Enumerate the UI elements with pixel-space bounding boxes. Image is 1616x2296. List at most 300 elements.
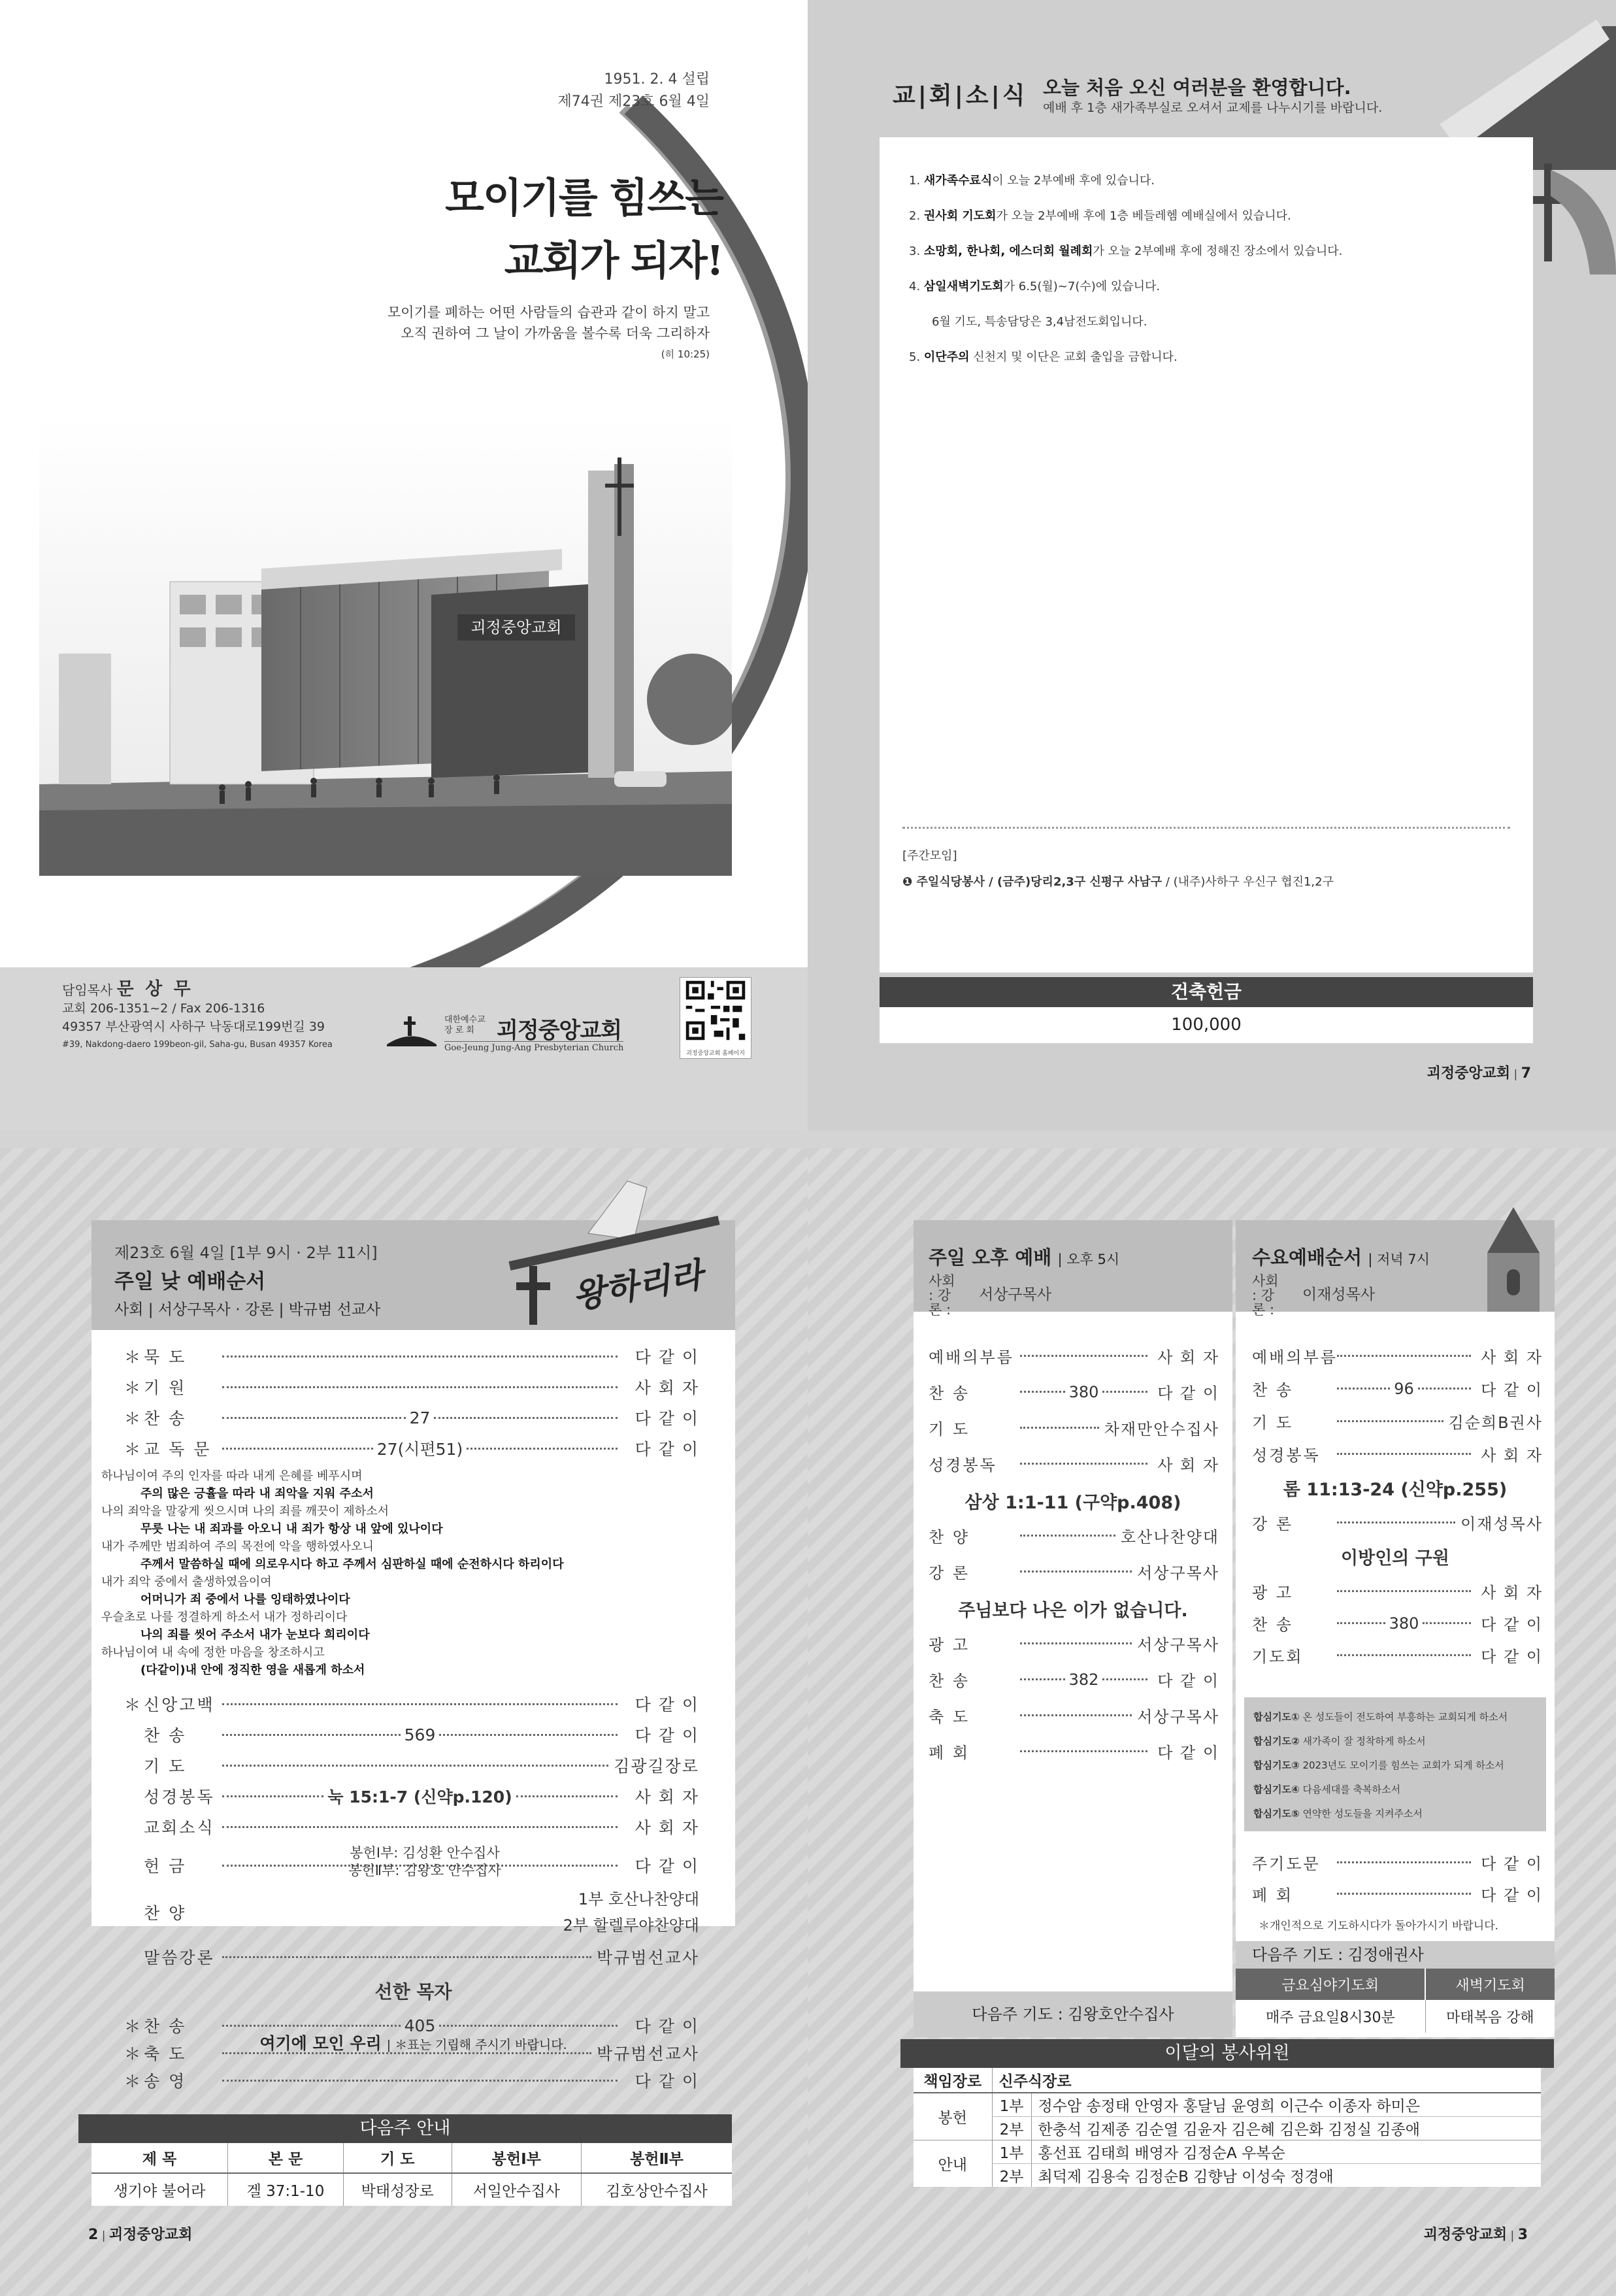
leader-dots bbox=[1020, 1571, 1132, 1572]
volunteer-part: 2부 bbox=[992, 2163, 1031, 2187]
volunteer-names: 한충석 김제종 김순열 김윤자 김은혜 김은화 김정실 김종애 bbox=[1031, 2116, 1541, 2140]
next-week-row bbox=[91, 2173, 732, 2206]
order-person: 다 같 이 bbox=[635, 1695, 699, 1714]
leader-dots bbox=[439, 1734, 618, 1736]
leader-dots bbox=[1423, 1622, 1471, 1624]
prayer-topics-box bbox=[1244, 1697, 1546, 1831]
verse-line-1: 모이기를 폐하는 어떤 사람들의 습관과 같이 하지 말고 bbox=[387, 305, 710, 320]
welcome-message: 오늘 처음 오신 여러분을 환영합니다. bbox=[1043, 76, 1351, 99]
order-label: 예배의부름 bbox=[929, 1348, 1014, 1367]
volunteer-group: 안내 bbox=[938, 2156, 967, 2174]
leader-dots bbox=[1020, 1391, 1065, 1393]
verse-reference: (히 10:25) bbox=[661, 348, 710, 360]
building-fund-label: 건축헌금 bbox=[880, 977, 1533, 1007]
order-item bbox=[124, 1945, 699, 1969]
next-week-cell: 겔 37:1-10 bbox=[228, 2173, 344, 2206]
order-person: 다 같 이 bbox=[1481, 1381, 1543, 1399]
order-label: 교 독 문 bbox=[144, 1440, 212, 1459]
order-label: 강 론 bbox=[1252, 1515, 1293, 1533]
prayer-topic: 합심기도⑤ 연약한 성도들을 지켜주소서 bbox=[1253, 1808, 1423, 1820]
order-label: 기 도 bbox=[144, 1757, 187, 1776]
offering-1: 봉헌Ⅰ부: 김성환 안수집사 bbox=[350, 1845, 500, 1861]
order-item bbox=[124, 2041, 699, 2065]
responsive-reading-congregation: 나의 죄를 씻어 주소서 내가 눈보다 희리이다 bbox=[140, 1628, 370, 1642]
volunteers-table bbox=[914, 2068, 1541, 2187]
order-detail: 569 bbox=[404, 1725, 436, 1744]
order-item bbox=[1252, 1644, 1543, 1667]
dawn-value: 마태복음 강해 bbox=[1425, 2000, 1555, 2033]
banner-script: 왕하리라 bbox=[569, 1254, 706, 1317]
weekly-meetings bbox=[902, 843, 1334, 895]
order-person: 박규범선교사 bbox=[597, 1948, 699, 1967]
order-label: 광 고 bbox=[929, 1636, 970, 1654]
volunteer-part: 2부 bbox=[992, 2116, 1031, 2140]
responsive-reading-leader: 하나님이여 내 속에 정한 마음을 창조하시고 bbox=[101, 1646, 325, 1659]
leader-dots bbox=[222, 1734, 401, 1736]
logo-denomination-2: 장 로 회 bbox=[444, 1025, 474, 1035]
news-section-title: 교|회|소|식 bbox=[893, 82, 1028, 109]
col-text: 본 문 bbox=[228, 2143, 344, 2173]
order-label: 찬 송 bbox=[929, 1672, 970, 1690]
order-person: 다 같 이 bbox=[635, 2017, 699, 2036]
news-item: 4. 삼일새벽기도회가 6.5(월)~7(수)에 있습니다. bbox=[909, 280, 1161, 293]
next-week-cell: 생기야 불어라 bbox=[113, 2183, 206, 2200]
morning-title: 주일 낮 예배순서 bbox=[114, 1270, 266, 1293]
weekly-next-week: / (내주)사하구 우신구 협진1,2구 bbox=[1162, 875, 1334, 889]
order-label: 기 도 bbox=[1252, 1414, 1293, 1432]
order-item bbox=[1252, 1511, 1543, 1534]
order-label: 축 도 bbox=[929, 1708, 970, 1726]
volunteer-part: 1부 bbox=[992, 2093, 1031, 2116]
order-item bbox=[1252, 1344, 1543, 1367]
order-item bbox=[124, 1815, 699, 1838]
volunteer-names: 최덕제 김용숙 김정순B 김향남 이성숙 정경애 bbox=[1031, 2163, 1541, 2187]
order-person: 사 회 자 bbox=[1157, 1348, 1219, 1367]
order-label: 축 도 bbox=[144, 2044, 187, 2063]
order-detail: 405 bbox=[404, 2016, 436, 2035]
wednesday-title-line bbox=[1252, 1243, 1430, 1270]
order-person: 다 같 이 bbox=[635, 1857, 699, 1876]
news-item: 2. 권사회 기도회가 오늘 2부예배 후에 1층 베들레헴 예배실에서 있습니다. bbox=[909, 209, 1291, 223]
order-person: 다 같 이 bbox=[635, 1440, 699, 1459]
leader-dots bbox=[434, 1417, 618, 1419]
order-label: 성경봉독 bbox=[1252, 1446, 1321, 1465]
weekly-label: [주간모임] bbox=[902, 849, 957, 863]
order-label: 예배의부름 bbox=[1252, 1348, 1338, 1367]
next-week-table bbox=[91, 2143, 732, 2206]
order-detail: 27(시편51) bbox=[376, 1440, 463, 1459]
order-detail: 96 bbox=[1394, 1379, 1414, 1398]
afternoon-time: | 오후 5시 bbox=[1057, 1252, 1120, 1267]
order-label: 헌 금 bbox=[144, 1857, 187, 1876]
head-value: 신주식장로 bbox=[992, 2068, 1541, 2093]
wednesday-sermon: 이방인의 구원 bbox=[1341, 1548, 1449, 1569]
afternoon-next-prayer: 다음주 기도 : 김왕호안수집사 bbox=[914, 1991, 1232, 2037]
order-person: 다 같 이 bbox=[1481, 1886, 1543, 1905]
volunteer-row bbox=[914, 2140, 1541, 2163]
order-item bbox=[929, 1380, 1219, 1403]
col-offering-2: 봉헌Ⅱ부 bbox=[581, 2143, 732, 2173]
order-item bbox=[124, 1754, 699, 1777]
order-label: 찬 송 bbox=[929, 1384, 970, 1403]
leader-dots bbox=[1102, 1678, 1147, 1680]
footer-bold: 여기에 모인 우리 bbox=[259, 2034, 382, 2053]
next-week-cell: 박태성장로 bbox=[343, 2173, 452, 2206]
volunteers-head-row bbox=[914, 2068, 1541, 2093]
order-item bbox=[124, 1723, 699, 1746]
responsive-reading-congregation: 어머니가 죄 중에서 나를 잉태하였나이다 bbox=[140, 1593, 350, 1606]
offering-2: 봉헌Ⅱ부: 김왕호 안수집사 bbox=[348, 1863, 501, 1878]
order-item bbox=[929, 1668, 1219, 1691]
afternoon-title-line bbox=[929, 1243, 1119, 1270]
responsive-reading-leader: 하나님이여 주의 인자를 따라 내게 은혜를 베푸시며 bbox=[101, 1469, 363, 1483]
order-person: 사 회 자 bbox=[635, 1378, 699, 1397]
pastor-name: 문 상 무 bbox=[116, 979, 193, 999]
news-box bbox=[880, 137, 1533, 973]
choir-1: 1부 호산나찬양대 bbox=[578, 1890, 699, 1908]
order-item bbox=[1252, 1612, 1543, 1635]
order-person: 사 회 자 bbox=[1157, 1456, 1219, 1474]
responsive-reading-congregation: 무릇 나는 내 죄과를 아오니 내 죄가 항상 내 앞에 있나이다 bbox=[140, 1522, 443, 1536]
leader-dots bbox=[1020, 1463, 1147, 1465]
leader-dots bbox=[1418, 1388, 1471, 1389]
order-item bbox=[929, 1704, 1219, 1727]
order-label: 송 영 bbox=[144, 2072, 187, 2091]
choir-2: 2부 할렐루야찬양대 bbox=[563, 1916, 699, 1935]
responsive-reading-leader: 우슬초로 나를 정결하게 하소서 내가 정하리이다 bbox=[101, 1610, 348, 1624]
leader-dots bbox=[1337, 1420, 1443, 1422]
headline-line-2: 교회가 되자! bbox=[504, 237, 723, 284]
col-offering-1: 봉헌Ⅰ부 bbox=[452, 2143, 581, 2173]
leader-dots bbox=[222, 1795, 323, 1797]
leader-dots bbox=[516, 1795, 618, 1797]
prayer-topic: 합심기도④ 다음세대를 축복하소서 bbox=[1253, 1784, 1401, 1795]
verse-line-2: 오직 권하여 그 날이 가까움을 볼수록 더욱 그리하자 bbox=[401, 325, 710, 341]
standing-mark: ＊ bbox=[124, 1409, 141, 1428]
order-detail: 380 bbox=[1068, 1382, 1099, 1401]
order-label: 찬 송 bbox=[144, 1409, 187, 1428]
issue-meta bbox=[558, 69, 710, 113]
headline-line-1: 모이기를 힘쓰는 bbox=[445, 174, 723, 222]
head-label: 책임장로 bbox=[923, 2073, 982, 2090]
order-item bbox=[124, 1692, 699, 1716]
welcome-sub: 예배 후 1층 새가족부실로 오셔서 교제를 나누시기를 바랍니다. bbox=[1043, 101, 1383, 115]
wednesday-next-prayer: 다음주 기도 : 김정애권사 bbox=[1236, 1941, 1555, 1969]
order-person: 김광길장로 bbox=[614, 1757, 699, 1776]
leader-dots bbox=[1337, 1388, 1390, 1389]
order-item bbox=[1252, 1580, 1543, 1603]
friday-value: 매주 금요일8시30분 bbox=[1266, 2009, 1395, 2026]
news-item: 3. 소망회, 한나회, 에스더회 월례회가 오늘 2부예배 후에 정해진 장소에서 있습니다. bbox=[909, 244, 1343, 258]
leader-dots bbox=[1020, 1750, 1147, 1752]
order-item bbox=[124, 1375, 699, 1399]
prayer-topic: 합심기도① 온 성도들이 전도하여 부흥하는 교회되게 하소서 bbox=[1253, 1711, 1508, 1723]
order-person: 사 회 자 bbox=[1481, 1446, 1543, 1465]
dawn-label: 새벽기도회 bbox=[1425, 1969, 1555, 2000]
order-label: 찬 송 bbox=[144, 1726, 187, 1745]
afternoon-title: 주일 오후 예배 bbox=[929, 1246, 1052, 1269]
order-person: 사 회 자 bbox=[1481, 1348, 1543, 1367]
leader-dots bbox=[222, 1386, 618, 1388]
logo-church-name: 괴정중앙교회 bbox=[497, 1018, 622, 1044]
order-label: 찬 송 bbox=[1252, 1381, 1293, 1399]
wednesday-title: 수요예배순서 bbox=[1252, 1246, 1362, 1269]
friday-label: 금요심야기도회 bbox=[1281, 1977, 1379, 1994]
church-logo-icon bbox=[386, 1015, 438, 1048]
leader-dots bbox=[222, 2025, 401, 2027]
news-item: 1. 새가족수료식이 오늘 2부예배 후에 있습니다. bbox=[909, 174, 1155, 188]
next-week-cell: 서일안수집사 bbox=[452, 2173, 581, 2206]
building-fund-value: 100,000 bbox=[880, 1007, 1533, 1043]
order-person: 다 같 이 bbox=[1157, 1672, 1219, 1690]
responsive-reading-congregation: 주의 많은 긍휼을 따라 내 죄악을 지워 주소서 bbox=[140, 1487, 374, 1501]
order-person: 다 같 이 bbox=[1481, 1648, 1543, 1666]
founded-date: 1951. 2. 4 설립 bbox=[604, 71, 710, 88]
order-item bbox=[929, 1344, 1219, 1367]
volunteer-row bbox=[914, 2093, 1541, 2116]
logo-denomination-1: 대한예수교 bbox=[444, 1015, 486, 1025]
order-label: 광 고 bbox=[1252, 1584, 1293, 1602]
leader-dots bbox=[1020, 1427, 1099, 1429]
qr-caption: 괴정중앙교회 홈페이지 bbox=[686, 1050, 745, 1057]
order-item bbox=[929, 1524, 1219, 1547]
col-title: 제 목 bbox=[91, 2143, 228, 2173]
afternoon-panel bbox=[914, 1220, 1232, 2037]
order-label: 폐 회 bbox=[929, 1744, 970, 1762]
leader-dots bbox=[222, 1765, 608, 1767]
church-logo bbox=[386, 1010, 660, 1056]
prayer-topics-list bbox=[1244, 1697, 1546, 1834]
order-person: 김순희B권사 bbox=[1448, 1414, 1543, 1432]
col-prayer: 기 도 bbox=[343, 2143, 452, 2173]
standing-mark: ＊ bbox=[124, 1695, 141, 1714]
afternoon-leader: 서상구목사 bbox=[979, 1286, 1052, 1303]
order-label: 성경봉독 bbox=[929, 1456, 997, 1474]
order-person: 다 같 이 bbox=[1481, 1616, 1543, 1634]
wednesday-leader-label: 사회 : 강론 : bbox=[1252, 1273, 1279, 1318]
page-number: 2 bbox=[88, 2227, 99, 2243]
order-person: 박규범선교사 bbox=[597, 2044, 699, 2063]
order-item bbox=[1252, 1377, 1543, 1400]
issue-number: 제74권 제23호 6월 4일 bbox=[557, 93, 710, 110]
order-item bbox=[1252, 1410, 1543, 1433]
next-week-header-row bbox=[91, 2143, 732, 2173]
page-3 bbox=[808, 1148, 1616, 2296]
order-person: 다 같 이 bbox=[1157, 1384, 1219, 1403]
afternoon-scripture: 삼상 1:1-11 (구약p.408) bbox=[965, 1493, 1181, 1513]
church-address-en: #39, Nakdong-daero 199beon-gil, Saha-gu, Busan 49357 Korea bbox=[62, 1040, 333, 1050]
volunteer-row bbox=[914, 2163, 1541, 2187]
order-label: 묵 도 bbox=[144, 1348, 187, 1367]
order-detail: 눅 15:1-7 (신약p.120) bbox=[327, 1788, 512, 1806]
leader-dots bbox=[467, 1448, 618, 1450]
footer-church-name: 괴정중앙교회 bbox=[1426, 1065, 1511, 1082]
next-week-cell: 김호상안수집사 bbox=[581, 2173, 732, 2206]
order-label: 기도회 bbox=[1252, 1648, 1304, 1666]
order-person: 사 회 자 bbox=[635, 1788, 699, 1806]
responsive-reading-leader: 내가 주께만 범죄하여 주의 목전에 악을 행하였사오니 bbox=[101, 1540, 374, 1554]
leader-dots bbox=[1337, 1893, 1471, 1895]
order-label: 교회소식 bbox=[144, 1818, 215, 1837]
leader-dots bbox=[1020, 1535, 1115, 1537]
responsive-reading-leader: 내가 죄악 중에서 출생하였음이여 bbox=[101, 1575, 272, 1589]
responsive-reading-leader: 나의 죄악을 말갛게 씻으시며 나의 죄를 깨끗이 제하소서 bbox=[101, 1505, 389, 1518]
order-label: 말씀강론 bbox=[144, 1948, 215, 1967]
page-footer-7: 괴정중앙교회 | 7 bbox=[1426, 1065, 1531, 1082]
afternoon-sermon: 주님보다 나은 이가 없습니다. bbox=[958, 1601, 1188, 1621]
leader-dots bbox=[222, 1356, 618, 1357]
order-label: 신앙고백 bbox=[144, 1695, 215, 1714]
church-building-image bbox=[39, 418, 732, 876]
order-item bbox=[124, 1344, 699, 1368]
homepage-qr-code[interactable] bbox=[680, 977, 751, 1059]
order-person: 서상구목사 bbox=[1137, 1636, 1219, 1654]
order-person: 다 같 이 bbox=[635, 1348, 699, 1367]
order-person: 다 같 이 bbox=[635, 1726, 699, 1745]
order-item bbox=[1252, 1851, 1543, 1874]
order-item bbox=[124, 1784, 699, 1808]
order-item bbox=[124, 2069, 699, 2092]
order-item bbox=[124, 2014, 699, 2037]
praying-hands-image bbox=[470, 1168, 732, 1325]
order-detail: 382 bbox=[1068, 1670, 1099, 1689]
order-label: 찬 송 bbox=[144, 2017, 187, 2036]
standing-mark: ＊ bbox=[124, 1348, 141, 1367]
meetings-row bbox=[1236, 2000, 1555, 2033]
leader-dots bbox=[1020, 1714, 1132, 1716]
leader-dots bbox=[439, 2025, 618, 2027]
order-label: 찬 송 bbox=[1252, 1616, 1293, 1634]
order-detail: 27 bbox=[409, 1408, 431, 1427]
afternoon-leader-label: 사회 : 강론 : bbox=[929, 1273, 955, 1318]
order-person: 다 같 이 bbox=[635, 1409, 699, 1428]
leader-dots bbox=[222, 1956, 591, 1958]
wednesday-leader: 이재성목사 bbox=[1302, 1286, 1376, 1303]
leader-dots bbox=[1337, 1590, 1471, 1592]
sermon-title: 선한 목자 bbox=[374, 1981, 452, 2003]
news-item: 5. 이단주의 신천지 및 이단은 교회 출입을 금합니다. bbox=[909, 350, 1178, 364]
order-item bbox=[1252, 1882, 1543, 1905]
next-week-title: 다음주 안내 bbox=[78, 2114, 732, 2143]
order-label: 강 론 bbox=[929, 1564, 970, 1582]
cover-verse bbox=[388, 302, 710, 365]
cover-page bbox=[0, 0, 808, 1131]
wednesday-note: ＊개인적으로 기도하시다가 돌아가시기 바랍니다. bbox=[1259, 1920, 1499, 1933]
leader-dots bbox=[1020, 1355, 1147, 1357]
cover-headline bbox=[445, 167, 723, 292]
standing-mark: ＊ bbox=[124, 1440, 141, 1459]
volunteer-part: 1부 bbox=[992, 2140, 1031, 2163]
prayer-topic: 합심기도② 새가족이 잘 정착하게 하소서 bbox=[1253, 1735, 1426, 1747]
leader-dots bbox=[1337, 1355, 1471, 1357]
order-item bbox=[929, 1740, 1219, 1763]
order-person: 서상구목사 bbox=[1137, 1564, 1219, 1582]
order-person: 사 회 자 bbox=[635, 1818, 699, 1837]
order-person: 다 같 이 bbox=[635, 2072, 699, 2091]
order-label: 폐 회 bbox=[1252, 1886, 1293, 1905]
standing-mark: ＊ bbox=[124, 1378, 141, 1397]
order-item bbox=[124, 1406, 699, 1429]
standing-mark: ＊ bbox=[124, 2044, 141, 2063]
order-detail: 380 bbox=[1389, 1614, 1419, 1633]
leader-dots bbox=[222, 2052, 591, 2054]
church-address-kr: 49357 부산광역시 사하구 낙동대로199번길 39 bbox=[62, 1020, 325, 1034]
order-item bbox=[1252, 1442, 1543, 1465]
order-person: 사 회 자 bbox=[1481, 1584, 1543, 1602]
leader-dots bbox=[222, 2080, 618, 2082]
leader-dots bbox=[1337, 1522, 1455, 1523]
order-label: 기 도 bbox=[929, 1420, 970, 1439]
order-person: 다 같 이 bbox=[1481, 1855, 1543, 1873]
weekly-this-week: ❶ 주일식당봉사 / (금주)당리2,3구 신평구 사남구 bbox=[902, 875, 1163, 889]
news-page bbox=[808, 0, 1616, 1131]
order-item bbox=[929, 1416, 1219, 1439]
pastor-label: 담임목사 bbox=[62, 982, 113, 998]
building-sign: 괴정중앙교회 bbox=[470, 618, 562, 637]
order-label: 찬 양 bbox=[929, 1528, 970, 1546]
qr-code-icon bbox=[680, 978, 751, 1043]
logo-english-name: Goe-Jeung Jung-Ang Presbyterian Church bbox=[444, 1041, 623, 1053]
leader-dots bbox=[1337, 1622, 1385, 1624]
volunteer-group: 봉헌 bbox=[914, 2093, 992, 2140]
order-label: 성경봉독 bbox=[144, 1788, 215, 1806]
footer-church-name: 괴정중앙교회 bbox=[1423, 2227, 1508, 2243]
volunteer-names: 홍선표 김태희 배영자 김정순A 우복순 bbox=[1031, 2140, 1541, 2163]
page-2 bbox=[0, 1148, 808, 2296]
morning-leaders: 사회 | 서상구목사 · 강론 | 박규범 선교사 bbox=[114, 1301, 381, 1318]
leader-dots bbox=[1102, 1391, 1147, 1393]
order-person: 차재만안수집사 bbox=[1104, 1420, 1219, 1439]
volunteers-title: 이달의 봉사위원 bbox=[900, 2039, 1554, 2068]
meetings-header-row bbox=[1236, 1969, 1555, 2000]
news-item: 6월 기도, 특송담당은 3,4남전도회입니다. bbox=[932, 315, 1147, 329]
page-number: 7 bbox=[1521, 1065, 1531, 1082]
wednesday-time: | 저녁 7시 bbox=[1368, 1252, 1430, 1267]
prayer-topic: 합심기도③ 2023년도 모이기를 힘쓰는 교회가 되게 하소서 bbox=[1253, 1759, 1504, 1771]
leader-dots bbox=[1337, 1654, 1471, 1656]
page-footer-3: 괴정중앙교회 | 3 bbox=[1423, 2227, 1528, 2243]
standing-mark: ＊ bbox=[124, 2017, 141, 2036]
responsive-reading-congregation: (다같이)내 안에 정직한 영을 새롭게 하소서 bbox=[140, 1663, 365, 1677]
church-contact bbox=[62, 980, 333, 1054]
leader-dots bbox=[1020, 1678, 1065, 1680]
order-item bbox=[929, 1560, 1219, 1583]
page-footer-2: 2 | 괴정중앙교회 bbox=[88, 2227, 193, 2243]
leader-dots bbox=[1020, 1642, 1132, 1644]
volunteer-row bbox=[914, 2116, 1541, 2140]
order-label: 주기도문 bbox=[1252, 1855, 1321, 1873]
choir-label: 찬 양 bbox=[144, 1904, 187, 1923]
leader-dots bbox=[222, 1703, 618, 1705]
footer-note: | ＊표는 기립해 주시기 바랍니다. bbox=[386, 2038, 567, 2052]
order-item bbox=[929, 1452, 1219, 1475]
wednesday-meetings-table bbox=[1236, 1969, 1555, 2033]
leader-dots bbox=[222, 1448, 373, 1450]
wednesday-scripture: 롬 11:13-24 (신약p.255) bbox=[1283, 1480, 1508, 1500]
order-item bbox=[124, 1437, 699, 1460]
order-person: 이재성목사 bbox=[1460, 1515, 1543, 1533]
order-person: 서상구목사 bbox=[1137, 1708, 1219, 1726]
standing-mark: ＊ bbox=[124, 2072, 141, 2091]
leader-dots bbox=[222, 1417, 406, 1419]
church-steeple-image bbox=[1474, 1207, 1553, 1312]
responsive-reading-congregation: 주께서 말씀하실 때에 의로우시다 하고 주께서 심판하실 때에 순전하시다 하리이다 bbox=[140, 1557, 564, 1571]
order-label: 기 원 bbox=[144, 1378, 187, 1397]
leader-dots bbox=[1337, 1453, 1471, 1455]
order-person: 다 같 이 bbox=[1157, 1744, 1219, 1762]
page-number: 3 bbox=[1517, 2227, 1528, 2243]
church-phone: 교회 206-1351~2 / Fax 206-1316 bbox=[62, 1001, 265, 1016]
